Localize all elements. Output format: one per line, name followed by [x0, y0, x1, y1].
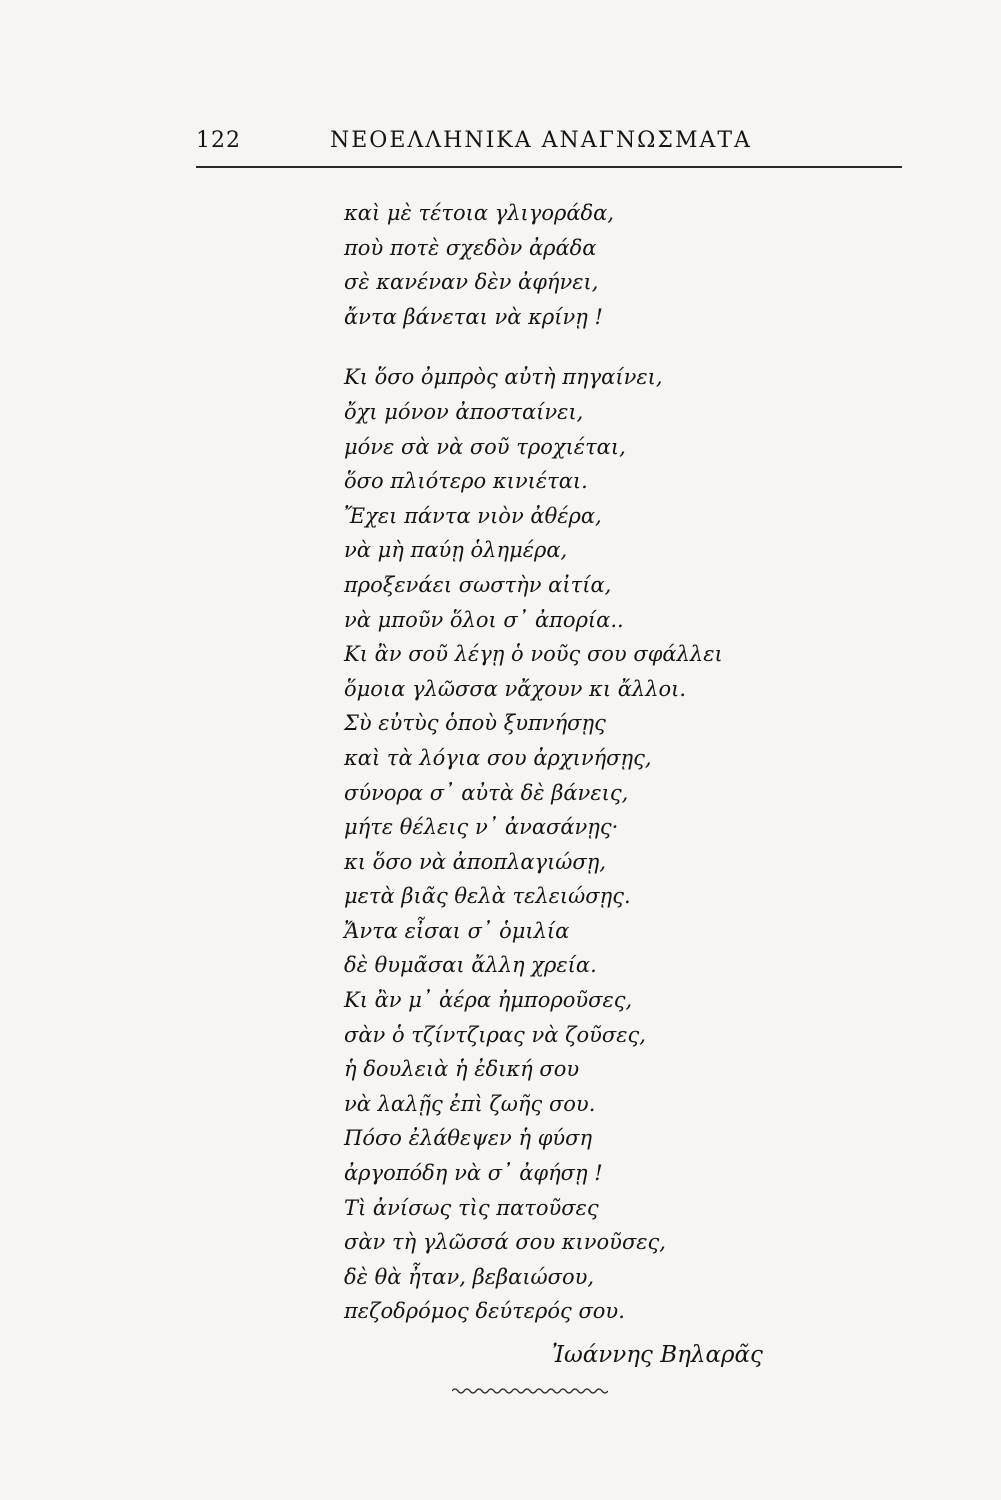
stanza-1 [344, 196, 784, 334]
header-rule [196, 166, 902, 168]
poem-line: ἄντα βάνεται νὰ κρίνῃ ! [344, 304, 603, 329]
poem-line: σὰν τὴ γλῶσσά σου κινοῦσες, [344, 1230, 666, 1255]
poem-line: ποὺ ποτὲ σχεδὸν ἀράδα [344, 235, 597, 260]
poem-line: καὶ μὲ τέτοια γλιγοράδα, [344, 201, 615, 225]
poem-line: κι ὅσο νὰ ἀποπλαγιώσῃ, [344, 849, 607, 874]
poem-line: σὲ κανέναν δὲν ἀφήνει, [344, 270, 599, 295]
poem-line: ἡ δουλειὰ ἡ ἐδική σου [344, 1057, 580, 1082]
poem-author: Ἰωάννης Βηλαρᾶς [552, 1342, 763, 1368]
poem [344, 196, 784, 1355]
poem-line: ὅμοια γλῶσσα νἄχουν κι ἄλλοι. [344, 676, 687, 701]
poem-line: νὰ μὴ παύῃ ὁλημέρα, [344, 538, 568, 563]
poem-line: δὲ θὰ ἦταν, βεβαιώσου, [344, 1264, 595, 1289]
running-title: ΝΕΟΕΛΛΗΝΙΚΑ ΑΝΑΓΝΩΣΜΑΤΑ [330, 128, 752, 153]
poem-line: μετὰ βιᾶς θελὰ τελειώσῃς. [344, 884, 631, 909]
poem-line: Ἔχει πάντα νιὸν ἀθέρα, [344, 503, 602, 528]
poem-line: Ἄντα εἶσαι σ᾽ ὁμιλία [344, 918, 570, 943]
poem-line: σὰν ὁ τζίντζιρας νὰ ζοῦσες, [344, 1022, 646, 1047]
poem-line: ὄχι μόνον ἀποσταίνει, [344, 399, 584, 424]
poem-line: πεζοδρόμος δεύτερός σου. [344, 1299, 625, 1324]
poem-line: Κι ὅσο ὀμπρὸς αὐτὴ πηγαίνει, [344, 365, 663, 390]
poem-line: Τὶ ἀνίσως τὶς πατοῦσες [344, 1195, 599, 1220]
page-number: 122 [196, 128, 241, 153]
wavy-ornament [452, 1386, 608, 1396]
stanza-2 [344, 360, 784, 1329]
poem-line: ὅσο πλιότερο κινιέται. [344, 469, 588, 494]
poem-line: Κι ἂν σοῦ λέγῃ ὁ νοῦς σου σφάλλει [344, 642, 723, 667]
poem-line: σύνορα σ᾽ αὐτὰ δὲ βάνεις, [344, 780, 629, 805]
poem-line: Πόσο ἐλάθεψεν ἡ φύση [344, 1126, 593, 1151]
poem-line: μόνε σὰ νὰ σοῦ τροχιέται, [344, 434, 626, 459]
poem-line: Κι ἂν μ᾽ ἀέρα ἠμποροῦσες, [344, 988, 633, 1013]
poem-line: καὶ τὰ λόγια σου ἀρχινήσῃς, [344, 745, 652, 770]
poem-line: προξενάει σωστὴν αἰτία, [344, 572, 612, 597]
poem-line: νὰ λαλῇς ἐπὶ ζωῆς σου. [344, 1091, 596, 1116]
poem-line: δὲ θυμᾶσαι ἄλλη χρεία. [344, 953, 597, 978]
poem-line: νὰ μποῦν ὅλοι σ᾽ ἀπορία.. [344, 607, 624, 632]
poem-line: Σὺ εὐτὺς ὁποὺ ξυπνήσῃς [344, 711, 606, 736]
poem-line: μήτε θέλεις ν᾽ ἀνασάνῃς· [344, 815, 619, 840]
poem-line: ἀργοπόδη νὰ σ᾽ ἀφήσῃ ! [344, 1161, 603, 1186]
